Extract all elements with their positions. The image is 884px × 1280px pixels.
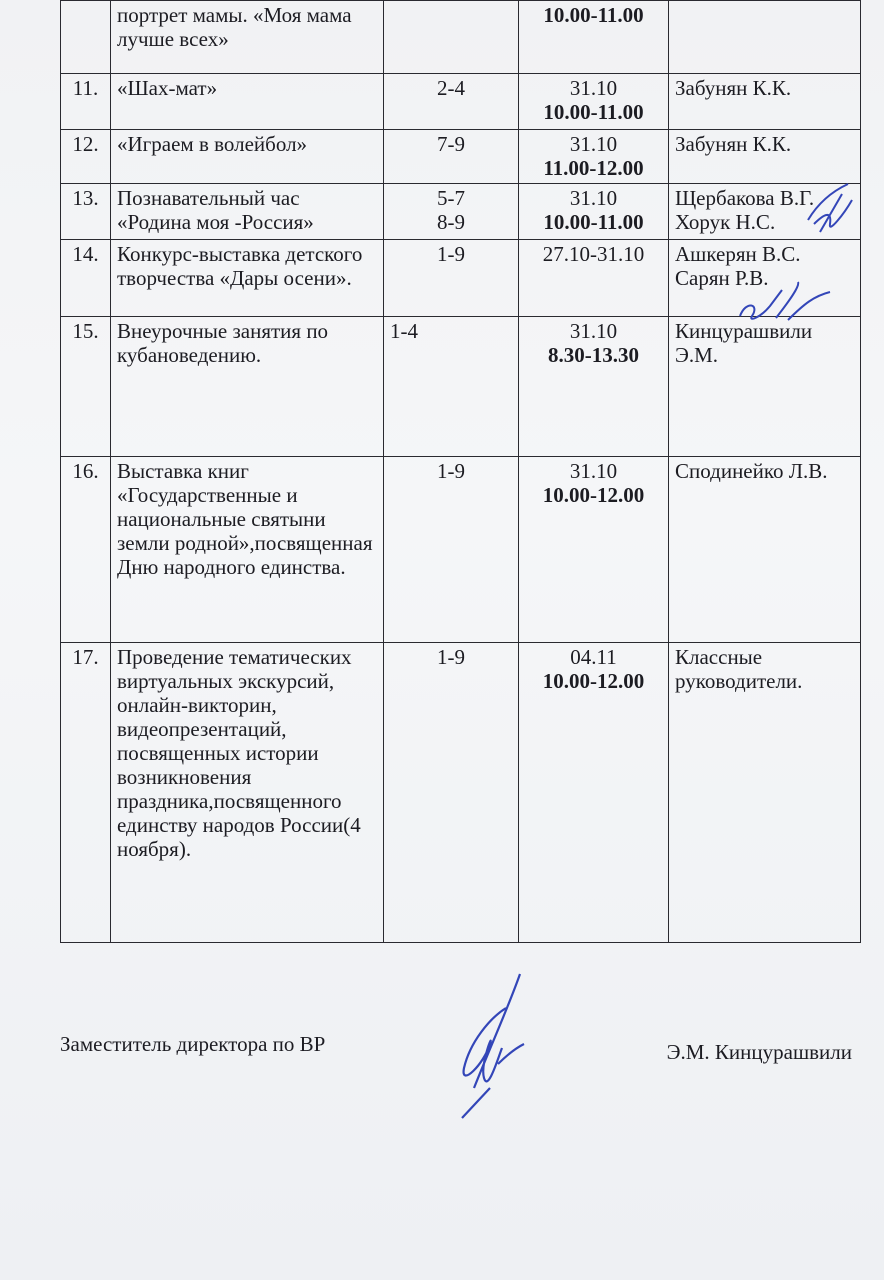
event-title: «Играем в волейбол» <box>111 130 384 184</box>
date-cell <box>519 1 669 74</box>
table-row <box>61 130 861 184</box>
schedule-table <box>60 0 861 943</box>
row-number: 12. <box>61 130 111 184</box>
event-title: Познавательный час «Родина моя -Россия» <box>111 184 384 240</box>
event-title: Конкурс-выставка детского творчества «Дары осени». <box>111 240 384 317</box>
event-time: 10.00-11.00 <box>543 3 644 27</box>
row-number <box>61 1 111 74</box>
schedule-body <box>61 1 861 943</box>
event-time: 10.00-12.00 <box>542 669 645 693</box>
row-number: 17. <box>61 643 111 943</box>
grades: 1-9 <box>384 240 519 317</box>
event-date: 31.10 <box>569 459 618 483</box>
date-cell <box>519 240 669 317</box>
signature-initials-row13 <box>800 180 860 240</box>
table-row <box>61 74 861 130</box>
table-row <box>61 317 861 457</box>
responsible: Ашкерян В.С. Сарян Р.В. <box>669 240 861 317</box>
table-row <box>61 1 861 74</box>
event-date: 27.10-31.10 <box>542 242 645 266</box>
row-number: 11. <box>61 74 111 130</box>
event-time: 10.00-12.00 <box>542 483 645 507</box>
responsible: Забунян К.К. <box>669 130 861 184</box>
grades <box>384 1 519 74</box>
date-cell <box>519 74 669 130</box>
row-number: 13. <box>61 184 111 240</box>
row-number: 16. <box>61 457 111 643</box>
date-cell <box>519 457 669 643</box>
grades: 1-4 <box>384 317 519 457</box>
event-title: Выставка книг «Государственные и национальные святыни земли родной»,посвященная Дню народного единства. <box>111 457 384 643</box>
grades: 1-9 <box>384 457 519 643</box>
responsible: Забунян К.К. <box>669 74 861 130</box>
grades: 2-4 <box>384 74 519 130</box>
table-row <box>61 457 861 643</box>
event-time: 11.00-12.00 <box>543 156 644 180</box>
signature-initials-row14 <box>730 270 840 330</box>
grades: 1-9 <box>384 643 519 943</box>
signatory-position: Заместитель директора по ВР <box>60 1032 326 1056</box>
director-signature <box>450 968 550 1123</box>
event-title: «Шах-мат» <box>111 74 384 130</box>
event-title: портрет мамы. «Моя мама лучше всех» <box>111 1 384 74</box>
grades: 5-7 8-9 <box>384 184 519 240</box>
date-cell <box>519 184 669 240</box>
table-row <box>61 184 861 240</box>
event-date: 31.10 <box>569 76 618 100</box>
event-date: 31.10 <box>569 319 618 343</box>
date-cell <box>519 130 669 184</box>
event-title: Внеурочные занятия по кубановедению. <box>111 317 384 457</box>
event-time: 10.00-11.00 <box>543 210 644 234</box>
date-cell <box>519 317 669 457</box>
table-row <box>61 643 861 943</box>
responsible: Сподинейко Л.В. <box>669 457 861 643</box>
event-time: 8.30-13.30 <box>548 343 639 367</box>
event-date: 31.10 <box>569 132 618 156</box>
grades: 7-9 <box>384 130 519 184</box>
signatory-name: Э.М. Кинцурашвили <box>666 1040 852 1064</box>
responsible <box>669 1 861 74</box>
row-number: 14. <box>61 240 111 317</box>
event-title: Проведение тематических виртуальных экскурсий, онлайн-викторин, видеопрезентаций, посвященных истории возникновения праздника,посвященного единству народов России(4 ноября). <box>111 643 384 943</box>
responsible: Кинцурашвили Э.М. <box>669 317 861 457</box>
event-date: 04.11 <box>570 645 617 669</box>
event-time: 10.00-11.00 <box>543 100 644 124</box>
responsible: Щербакова В.Г. Хорук Н.С. <box>669 184 861 240</box>
date-cell <box>519 643 669 943</box>
row-number: 15. <box>61 317 111 457</box>
responsible: Классные руководители. <box>669 643 861 943</box>
event-date: 31.10 <box>569 186 618 210</box>
